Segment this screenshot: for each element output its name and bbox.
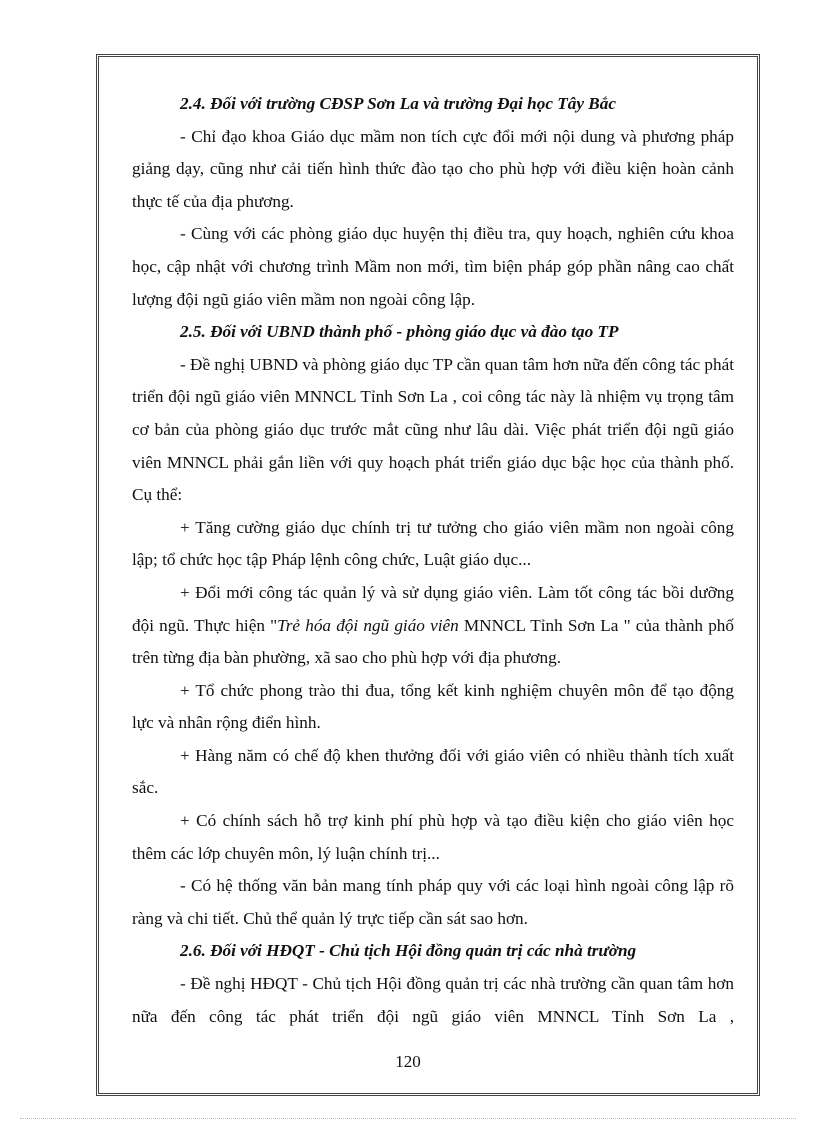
bullet-item: + Tổ chức phong trào thi đua, tổng kết kinh nghiệm chuyên môn để tạo động lực và nhân rộng điển hình. bbox=[132, 680, 734, 733]
paragraph: - Đề nghị UBND và phòng giáo dục TP cần quan tâm hơn nữa đến công tác phát triển đội ngũ giáo viên MNNCL Tỉnh Sơn La , coi công tác này là nhiệm vụ trọng tâm cơ bản của phòng giáo dục trước mắt cũng như lâu dài. Việc phát triển đội ngũ giáo viên MNNCL phải gắn liền với quy hoạch phát triển giáo dục bậc học của thành phố. Cụ thể: bbox=[132, 354, 734, 505]
bullet-text: MNNCL Tỉnh Sơn La " của thành phố trên từng địa bàn phường, xã sao cho phù hợp với địa phương. bbox=[132, 615, 734, 668]
paragraph: - Chỉ đạo khoa Giáo dục mầm non tích cực đổi mới nội dung và phương pháp giảng dạy, cũng như cải tiến hình thức đào tạo cho phù hợp với điều kiện hoàn cảnh thực tế của địa phương. bbox=[132, 126, 734, 211]
page-number: 120 bbox=[395, 1052, 421, 1071]
bullet-item: + Tăng cường giáo dục chính trị tư tưởng cho giáo viên mầm non ngoài công lập; tổ chức học tập Pháp lệnh công chức, Luật giáo dục... bbox=[132, 517, 734, 570]
section-heading-2-4: 2.4. Đối với trường CĐSP Sơn La và trường Đại học Tây Bắc bbox=[180, 94, 616, 113]
section-heading-2-6: 2.6. Đối với HĐQT - Chủ tịch Hội đồng quản trị các nhà trường bbox=[180, 941, 637, 961]
bullet-item: + Hàng năm có chế độ khen thưởng đối với giáo viên có nhiều thành tích xuất sắc. bbox=[132, 745, 734, 798]
quoted-program-name: Trẻ hóa đội ngũ giáo viên bbox=[277, 615, 459, 635]
section-heading-2-5: 2.5. Đối với UBND thành phố - phòng giáo dục và đào tạo TP bbox=[180, 322, 619, 342]
bullet-item: + Có chính sách hỗ trợ kinh phí phù hợp và tạo điều kiện cho giáo viên học thêm các lớp chuyên môn, lý luận chính trị... bbox=[132, 811, 734, 863]
paragraph: - Cùng với các phòng giáo dục huyện thị điều tra, quy hoạch, nghiên cứu khoa học, cập nhật với chương trình Mầm non mới, tìm biện pháp góp phần nâng cao chất lượng đội ngũ giáo viên mầm non ngoài công lập. bbox=[132, 224, 734, 309]
bullet-text: + Đổi mới công tác quản lý và sử dụng giáo viên. Làm tốt công tác bồi dưỡng đội ngũ. Thực hiện " bbox=[132, 582, 734, 635]
bullet-item bbox=[132, 577, 734, 675]
page-bottom-divider bbox=[20, 1118, 796, 1119]
document-body bbox=[132, 88, 734, 1033]
paragraph: - Có hệ thống văn bản mang tính pháp quy với các loại hình ngoài công lập rõ ràng và chi tiết. Chủ thể quản lý trực tiếp cần sát sao hơn. bbox=[132, 876, 734, 928]
paragraph: - Đề nghị HĐQT - Chủ tịch Hội đồng quản trị các nhà trường cần quan tâm hơn nữa đến công tác phát triển đội ngũ giáo viên MNNCL Tỉnh Sơn La , bbox=[132, 974, 734, 1026]
